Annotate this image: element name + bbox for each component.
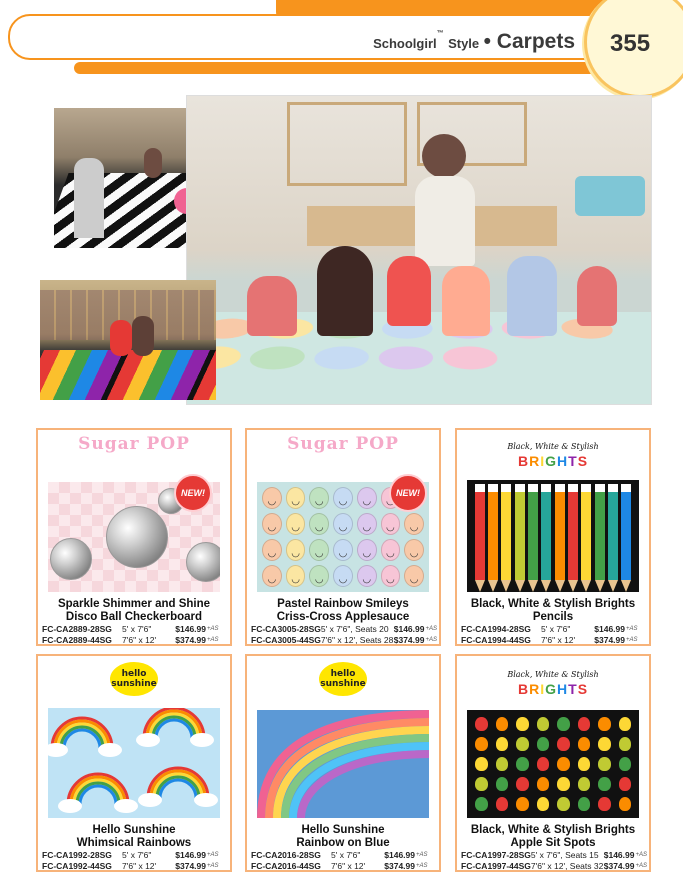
- apple-spot: [598, 737, 611, 751]
- apple-spot: [516, 737, 529, 751]
- product-card-apple-sit-spots[interactable]: [455, 654, 651, 872]
- pencil-shape: [608, 484, 618, 580]
- new-badge: NEW!: [389, 474, 427, 512]
- smiley-spot: [381, 539, 401, 561]
- smiley-spot: [333, 513, 353, 535]
- price-list: [461, 850, 647, 871]
- apple-spot: [537, 797, 550, 811]
- smiley-spot: [309, 513, 329, 535]
- pencils-rug-image: [467, 480, 639, 592]
- trademark-symbol: ™: [436, 30, 444, 37]
- apple-spot: [557, 777, 570, 791]
- price-list: [251, 850, 437, 871]
- price-list: [42, 850, 228, 871]
- smiley-spot: [286, 513, 306, 535]
- apple-spot: [619, 797, 632, 811]
- brand-suffix: Style: [448, 36, 480, 51]
- apples-rug-image: [467, 710, 639, 818]
- price-list: [42, 624, 228, 645]
- apple-spot: [496, 737, 509, 751]
- smiley-spot: [333, 487, 353, 509]
- apple-spot: [537, 717, 550, 731]
- product-title: Black, White & Stylish Brights Pencils: [470, 598, 636, 623]
- apple-spot: [578, 797, 591, 811]
- apple-spot: [598, 777, 611, 791]
- apple-spot: [557, 717, 570, 731]
- product-title: Black, White & Stylish Brights Apple Sit Spots: [470, 824, 636, 849]
- smiley-spot: [286, 487, 306, 509]
- product-card-disco-ball[interactable]: [36, 428, 232, 646]
- pencil-shape: [595, 484, 605, 580]
- pencil-shape: [501, 484, 511, 580]
- page-title: [373, 30, 575, 54]
- smiley-spot: [309, 487, 329, 509]
- apple-spot: [475, 757, 488, 771]
- apple-spot: [598, 757, 611, 771]
- smiley-spot: [262, 539, 282, 561]
- brights-logo: Black, White & Stylish BRIGHTS: [507, 442, 599, 469]
- apple-spot: [619, 717, 632, 731]
- pencil-shape: [621, 484, 631, 580]
- product-card-pastel-smileys[interactable]: [245, 428, 441, 646]
- price-row: FC-CA1992-28SG 5' x 7'6" $146.99 +AS: [42, 850, 219, 860]
- pencil-shape: [541, 484, 551, 580]
- smiley-spot: [357, 565, 377, 587]
- pencil-shape: [475, 484, 485, 580]
- apple-spot: [496, 777, 509, 791]
- hello-sunshine-logo: hello sunshine: [247, 662, 439, 696]
- apple-spot: [537, 757, 550, 771]
- hello-sunshine-logo: hello sunshine: [38, 662, 230, 696]
- price-list: [251, 624, 437, 645]
- price-row: FC-CA3005-28SG 5' x 7'6", Seats 20 $146.99 +AS: [251, 624, 437, 634]
- price-row: FC-CA2016-44SG 7'6" x 12' $374.99 +AS: [251, 860, 428, 871]
- whimsical-rainbows-rug-image: [48, 708, 220, 818]
- brights-logo: Black, White & Stylish BRIGHTS: [507, 670, 599, 697]
- apple-spot: [496, 717, 509, 731]
- pencil-shape: [515, 484, 525, 580]
- smiley-spot: [333, 565, 353, 587]
- smiley-spot: [404, 539, 424, 561]
- apple-spot: [516, 757, 529, 771]
- smiley-spot: [357, 487, 377, 509]
- price-row: FC-CA2889-28SG 5' x 7'6" $146.99 +AS: [42, 624, 219, 634]
- page-number: 355: [610, 30, 651, 57]
- price-list: [461, 624, 647, 645]
- apple-spot: [578, 777, 591, 791]
- apple-spot: [516, 777, 529, 791]
- rainbow-on-blue-rug-image: [257, 710, 429, 818]
- apple-spot: [475, 717, 488, 731]
- product-card-rainbow-on-blue[interactable]: [245, 654, 441, 872]
- sugar-pop-logo: Sugar POP: [287, 434, 399, 454]
- apple-spot: [516, 797, 529, 811]
- pencil-shape: [568, 484, 578, 580]
- apple-spot: [619, 737, 632, 751]
- smiley-spot: [309, 539, 329, 561]
- price-row: FC-CA3005-44SG 7'6" x 12', Seats 28 $374.99 +AS: [251, 634, 437, 645]
- smiley-spot: [262, 513, 282, 535]
- apple-spot: [557, 737, 570, 751]
- product-title: Pastel Rainbow Smileys Criss-Cross Applesauce: [276, 598, 410, 623]
- smiley-spot: [286, 539, 306, 561]
- smiley-spot: [333, 539, 353, 561]
- sugar-pop-logo: Sugar POP: [78, 434, 190, 454]
- apple-spot: [578, 757, 591, 771]
- smiley-spot: [286, 565, 306, 587]
- product-card-brights-pencils[interactable]: [455, 428, 651, 646]
- pencil-shape: [528, 484, 538, 580]
- smiley-spot: [262, 487, 282, 509]
- apple-spot: [578, 717, 591, 731]
- header-bottom-band: [74, 62, 614, 74]
- smiley-spot: [357, 513, 377, 535]
- smiley-spot: [357, 539, 377, 561]
- apple-spot: [557, 757, 570, 771]
- pencil-shape: [488, 484, 498, 580]
- apple-spot: [619, 777, 632, 791]
- smiley-spot: [381, 513, 401, 535]
- product-card-whimsical-rainbows[interactable]: [36, 654, 232, 872]
- apple-spot: [557, 797, 570, 811]
- price-row: FC-CA1994-28SG 5' x 7'6" $146.99 +AS: [461, 624, 638, 634]
- apple-spot: [475, 777, 488, 791]
- apple-spot: [598, 717, 611, 731]
- price-row: FC-CA1992-44SG 7'6" x 12' $374.99 +AS: [42, 860, 219, 871]
- classroom-photo-smiley-rug: [186, 95, 652, 405]
- smiley-spot: [381, 565, 401, 587]
- pencil-shape: [581, 484, 591, 580]
- pencil-shape: [555, 484, 565, 580]
- new-badge: NEW!: [174, 474, 212, 512]
- product-title: Sparkle Shimmer and Shine Disco Ball Checkerboard: [57, 598, 211, 623]
- apple-spot: [516, 717, 529, 731]
- smiley-spot: [309, 565, 329, 587]
- price-row: FC-CA1994-44SG 7'6" x 12' $374.99 +AS: [461, 634, 638, 645]
- product-title: Hello Sunshine Whimsical Rainbows: [76, 824, 192, 849]
- library-photo-rainbow-rug: [40, 280, 216, 400]
- price-row: FC-CA1997-28SG 5' x 7'6", Seats 15 $146.99 +AS: [461, 850, 647, 860]
- smiley-spot: [404, 565, 424, 587]
- apple-spot: [619, 757, 632, 771]
- apple-spot: [496, 797, 509, 811]
- brand-name: Schoolgirl: [373, 36, 437, 51]
- smiley-spot: [404, 513, 424, 535]
- apple-spot: [537, 737, 550, 751]
- price-row: FC-CA2016-28SG 5' x 7'6" $146.99 +AS: [251, 850, 428, 860]
- apple-spot: [496, 757, 509, 771]
- apple-spot: [475, 737, 488, 751]
- section-title: • Carpets: [483, 30, 575, 53]
- apple-spot: [537, 777, 550, 791]
- smiley-spot: [262, 565, 282, 587]
- price-row: FC-CA2889-44SG 7'6" x 12' $374.99 +AS: [42, 634, 219, 645]
- apple-spot: [578, 737, 591, 751]
- apple-spot: [598, 797, 611, 811]
- price-row: FC-CA1997-44SG 7'6" x 12', Seats 32 $374.99 +AS: [461, 860, 647, 871]
- apple-spot: [475, 797, 488, 811]
- product-title: Hello Sunshine Rainbow on Blue: [296, 824, 390, 849]
